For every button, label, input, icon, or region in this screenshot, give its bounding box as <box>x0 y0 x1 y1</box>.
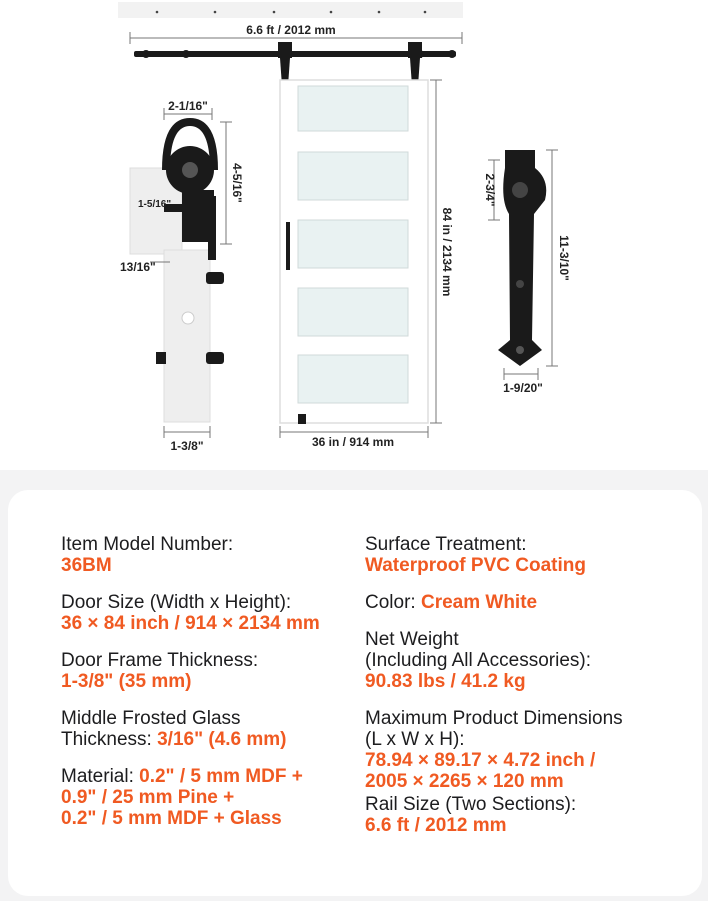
door-thickness-label: 1-3/8" <box>170 439 204 453</box>
bracket-height-dimension <box>220 122 244 244</box>
bracket-width-dimension <box>164 99 212 120</box>
rail-length-label: 6.6 ft / 2012 mm <box>246 23 336 37</box>
spec-column-right <box>365 534 695 852</box>
strap-length-dimension <box>546 150 571 366</box>
strap-top-label: 2-3/4" <box>483 173 497 207</box>
spacer-dimension <box>120 260 170 274</box>
spec-net-weight: Net Weight (Including All Accessories): 90.83 lbs / 41.2 kg <box>365 629 591 692</box>
wheel-offset-label: 1-5/16" <box>138 199 172 210</box>
spec-surface-treatment: Surface Treatment: Waterproof PVC Coating <box>365 534 586 576</box>
strap-width-label: 1-9/20" <box>503 381 543 395</box>
door-width-label: 36 in / 914 mm <box>311 435 395 449</box>
rail-dimension <box>130 23 462 44</box>
door-height-label: 84 in / 2134 mm <box>440 207 454 297</box>
floor-guide <box>298 414 306 424</box>
spec-door-size: Door Size (Width x Height): 36 × 84 inch / 914 × 2134 mm <box>61 592 320 634</box>
bracket-height-label: 4-5/16" <box>230 163 244 203</box>
spec-frame-thickness: Door Frame Thickness: 1-3/8" (35 mm) <box>61 650 259 692</box>
strap-length-label: 11-3/10" <box>557 235 571 281</box>
door-handle <box>286 222 290 270</box>
wall-strip <box>118 2 463 18</box>
strap-top-dimension <box>483 160 500 220</box>
spec-rail-size: Rail Size (Two Sections): 6.6 ft / 2012 mm <box>365 794 577 836</box>
door-thickness-dimension <box>164 426 210 453</box>
spec-model: Item Model Number: 36BM <box>61 534 234 576</box>
spacer-label: 13/16" <box>120 260 156 274</box>
spec-column-left <box>61 534 361 845</box>
door-height-dimension <box>430 80 454 423</box>
bracket-width-label: 2-1/16" <box>168 99 208 113</box>
spec-material: Material: 0.2" / 5 mm MDF + 0.9" / 25 mm Pine + 0.2" / 5 mm MDF + Glass <box>61 766 303 829</box>
barn-door <box>280 80 428 424</box>
door-width-dimension <box>280 426 428 449</box>
spec-glass-thickness: Middle Frosted Glass Thickness: 3/16" (4.6 mm) <box>61 708 287 750</box>
spec-card <box>8 490 702 896</box>
spec-max-dimensions: Maximum Product Dimensions (L x W x H): 78.94 × 89.17 × 4.72 inch / 2005 × 2265 × 120 mm <box>365 708 623 792</box>
spec-color: Color: Cream White <box>365 592 538 613</box>
strap-width-dimension <box>503 368 543 395</box>
strap-hanger <box>498 150 546 366</box>
